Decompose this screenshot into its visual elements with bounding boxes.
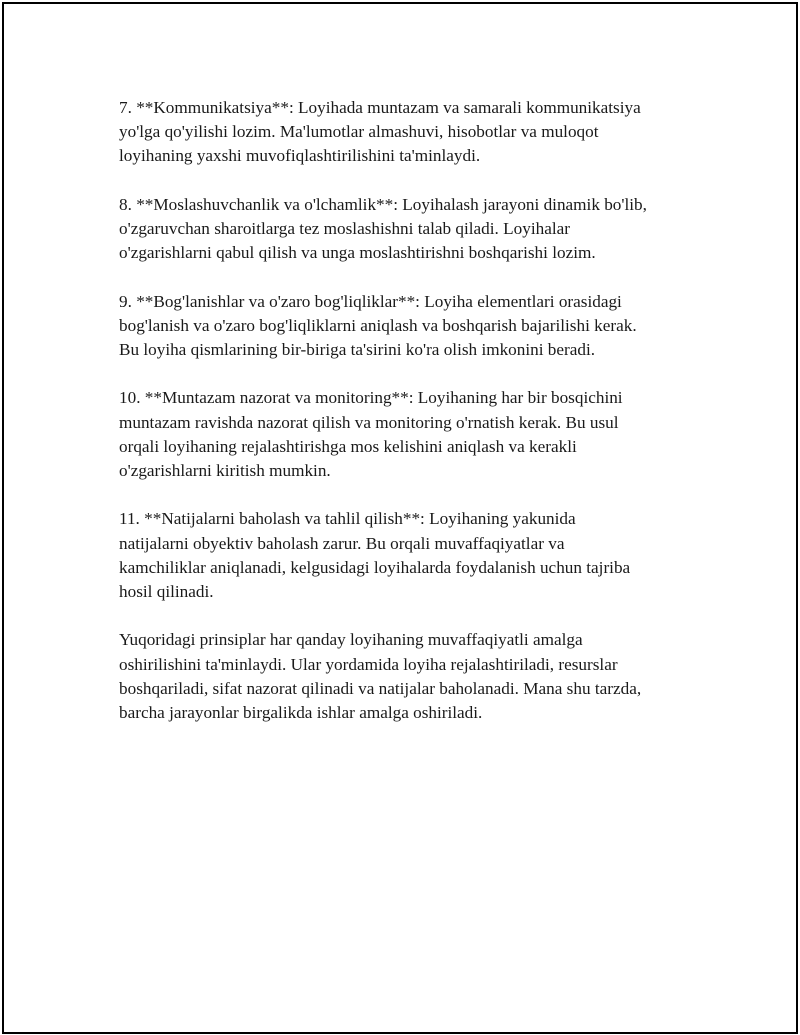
document-body [119, 96, 719, 749]
paragraph-item-8-moslashuvchanlik: 8. **Moslashuvchanlik va o'lchamlik**: Loyihalash jarayoni dinamik bo'lib, o'zgaruvchan sharoitlarga tez moslashishni talab qiladi. Loyihalar o'zgarishlarni qabul qilish va unga moslashtirishni boshqarishi lozim. [119, 194, 647, 263]
paragraph-conclusion: Yuqoridagi prinsiplar har qanday loyihaning muvaffaqiyatli amalga oshirilishini ta'minlaydi. Ular yordamida loyiha rejalashtiriladi, resurslar boshqariladi, sifat nazorat qilinadi va natijalar baholanadi. Mana shu tarzda, barcha jarayonlar birgalikda ishlar amalga oshiriladi. [119, 630, 642, 722]
paragraph-item-9-boglanishlar: 9. **Bog'lanishlar va o'zaro bog'liqliklar**: Loyiha elementlari orasidagi bog'lanish va o'zaro bog'liqliklarni aniqlash va boshqarish bajarilishi kerak. Bu loyiha qismlarining bir-biriga ta'sirini ko'ra olish imkonini beradi. [119, 291, 637, 359]
paragraph-item-11-baholash: 11. **Natijalarni baholash va tahlil qilish**: Loyihaning yakunida natijalarni obyektiv baholash zarur. Bu orqali muvaffaqiyatlar va kamchiliklar aniqlanadi, kelgusidagi loyihalarda foydalanish uchun tajriba hosil qilinadi. [119, 509, 631, 601]
paragraph-item-10-nazorat: 10. **Muntazam nazorat va monitoring**: Loyihaning har bir bosqichini muntazam ravishda nazorat qilish va monitoring o'rnatish kerak. Bu usul orqali loyihaning rejalashtirishga mos kelishini aniqlash va kerakli o'zgarishlarni kiritish mumkin. [119, 388, 623, 480]
paragraph-item-7-kommunikatsiya: 7. **Kommunikatsiya**: Loyihada muntazam va samarali kommunikatsiya yo'lga qo'yilishi lozim. Ma'lumotlar almashuvi, hisobotlar va muloqot loyihaning yaxshi muvofiqlashtirilishini ta'minlaydi. [119, 98, 641, 166]
page-frame [2, 2, 798, 1034]
